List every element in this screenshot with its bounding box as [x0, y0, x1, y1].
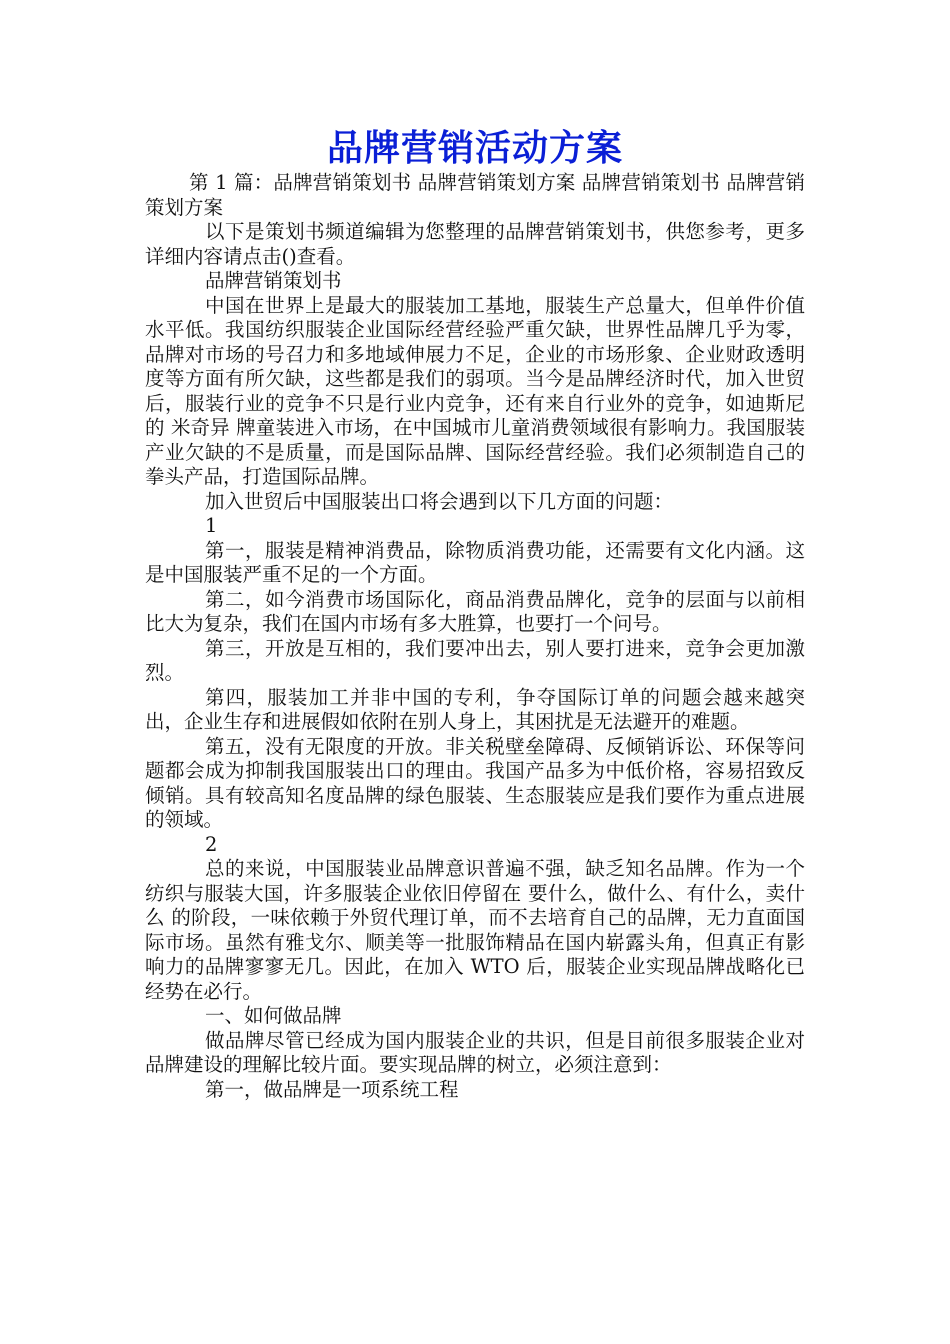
paragraph: 第五，没有无限度的开放。非关税壁垒障碍、反倾销诉讼、环保等问题都会成为抑制我国服装出口的理由。我国产品多为中低价格，容易招致反倾销。具有较高知名度品牌的绿色服装、生态服装应是我们要作为重点进展的领域。 — [145, 734, 805, 831]
document-title: 品牌营销活动方案 — [326, 127, 623, 169]
document-body — [145, 171, 805, 1102]
paragraph: 2 — [205, 832, 218, 856]
paragraph: 中国在世界上是最大的服装加工基地，服装生产总量大，但单件价值水平低。我国纺织服装企业国际经营经验严重欠缺，世界性品牌几乎为零，品牌对市场的号召力和多地域伸展力不足，企业的市场形象、企业财政透明度等方面有所欠缺，这些都是我们的弱项。当今是品牌经济时代，加入世贸后，服装行业的竞争不只是行业内竞争，还有来自行业外的竞争，如迪斯尼的 米奇异 牌童装进入市场，在中国城市儿童消费领域很有影响力。我国服装产业欠缺的不是质量，而是国际品牌、国际经营经验。我们必须制造自己的拳头产品，打造国际品牌。 — [145, 293, 805, 488]
paragraph: 1 — [205, 514, 218, 537]
paragraph: 品牌营销策划书 — [205, 269, 342, 292]
paragraph: 第四，服装加工并非中国的专利，争夺国际订单的问题会越来越突出，企业生存和进展假如依附在别人身上，其困扰是无法避开的难题。 — [145, 685, 805, 733]
paragraph: 做品牌尽管已经成为国内服装企业的共识，但是目前很多服装企业对品牌建设的理解比较片面。要实现品牌的树立，必须注意到： — [145, 1028, 805, 1076]
paragraph: 第 1 篇：品牌营销策划书 品牌营销策划方案 品牌营销策划书 品牌营销策划方案 — [145, 171, 805, 219]
paragraph: 一、如何做品牌 — [205, 1004, 342, 1027]
paragraph: 第一，服装是精神消费品，除物质消费功能，还需要有文化内涵。这是中国服装严重不足的一个方面。 — [145, 538, 805, 586]
paragraph: 加入世贸后中国服装出口将会遇到以下几方面的问题： — [205, 489, 674, 513]
paragraph: 第一，做品牌是一项系统工程 — [205, 1077, 459, 1101]
paragraph: 第二，如今消费市场国际化，商品消费品牌化，竞争的层面与以前相比大为复杂，我们在国内市场有多大胜算，也要打一个问号。 — [145, 587, 805, 635]
paragraph: 总的来说，中国服装业品牌意识普遍不强，缺乏知名品牌。作为一个纺织与服装大国，许多服装企业依旧停留在 要什么，做什么、有什么，卖什么 的阶段，一味依赖于外贸代理订单，而不去培育自己的品牌，无力直面国际市场。虽然有雅戈尔、顺美等一批服饰精品在国内崭露头角，但真正有影响力的品牌寥寥无几。因此，在加入 WTO 后，服装企业实现品牌战略化已经势在必行。 — [145, 857, 805, 1003]
paragraph: 第三，开放是互相的，我们要冲出去，别人要打进来，竞争会更加激烈。 — [145, 636, 805, 684]
document-page — [145, 125, 805, 1102]
paragraph: 以下是策划书频道编辑为您整理的品牌营销策划书，供您参考，更多详细内容请点击()查看。 — [145, 220, 805, 268]
